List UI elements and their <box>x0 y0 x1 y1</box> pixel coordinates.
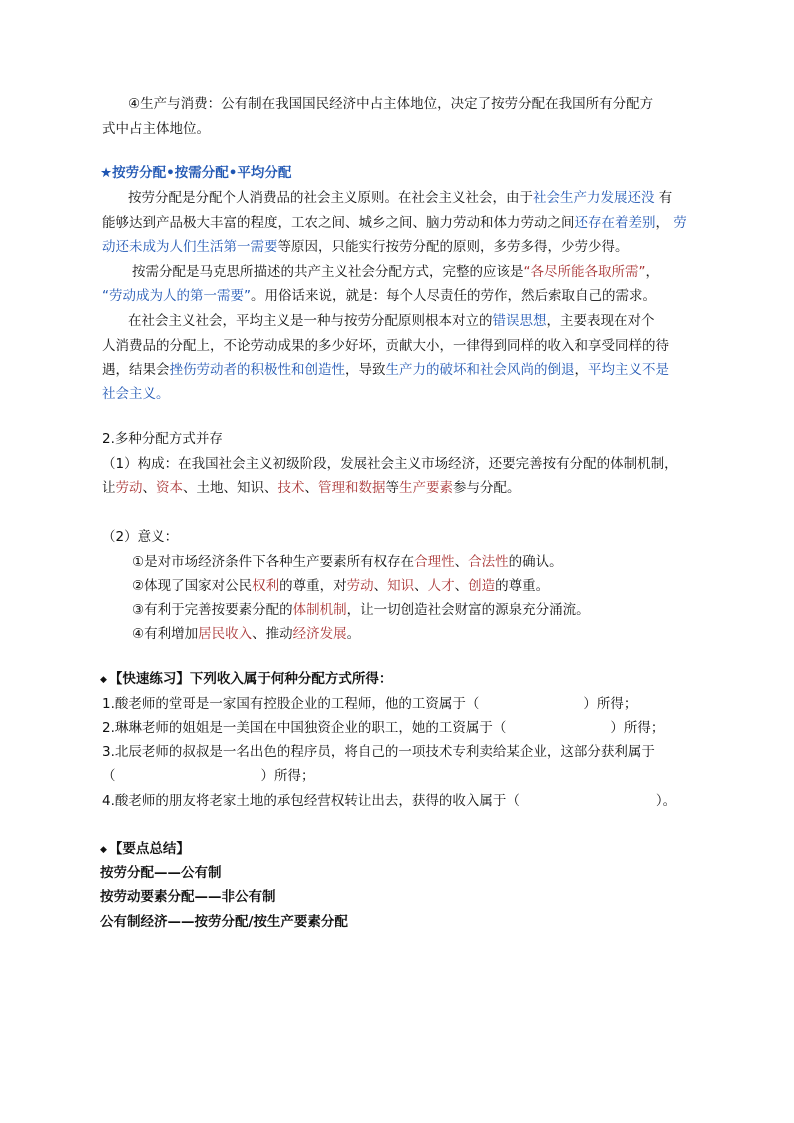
practice-q4 <box>102 789 676 813</box>
q3-open: （ <box>102 768 116 784</box>
meaning-4 <box>132 622 360 646</box>
p3-text: 遇，结果会 <box>102 362 170 378</box>
p3-highlight-wrong: 错误思想 <box>492 313 547 329</box>
meaning-text: 的尊重，对 <box>279 578 347 594</box>
meaning-text: ②体现了国家对公民 <box>132 578 253 594</box>
p1-text: 能够达到产品极大丰富的程度，工农之间、城乡之间、脑力劳动和体力劳动之间 <box>102 215 575 231</box>
p1-text: 有 <box>654 190 673 206</box>
meaning-title: （2）意义： <box>102 529 179 545</box>
p1-line-3 <box>102 235 629 259</box>
meaning-highlight: 经济发展 <box>292 626 347 642</box>
comp-text: 等 <box>385 480 399 496</box>
p3-line-3 <box>102 358 669 382</box>
p2-line-2 <box>102 284 656 308</box>
p3-text: ， <box>574 362 588 378</box>
meaning-highlight: 合理性 <box>414 554 455 570</box>
diamond-bullet-icon: ◆ <box>100 675 107 685</box>
comp-text: 、 <box>304 480 318 496</box>
meaning-2 <box>132 574 549 598</box>
p3-line-2: 人消费品的分配上，不论劳动成果的多少好坏，贡献大小，一律得到同样的收入和享受同样的待 <box>102 338 669 354</box>
meaning-text: ③有利于完善按要素分配的 <box>132 602 293 618</box>
meaning-1 <box>132 550 563 574</box>
q4-text: 4.酸老师的朋友将老家土地的承包经营权转让出去，获得的收入属于（ <box>102 793 520 809</box>
practice-q1 <box>102 692 637 716</box>
production-line-2: 式中占主体地位。 <box>102 121 210 137</box>
p2-text: ， <box>645 264 659 280</box>
q4-text-end: ）。 <box>655 793 677 809</box>
meaning-text: 的确认。 <box>508 554 563 570</box>
p1-text: 等原因，只能实行按劳分配的原则，多劳多得，少劳少得。 <box>277 239 629 255</box>
meaning-text: 、 <box>373 578 388 594</box>
q1-text: 1.酸老师的堂哥是一家国有控股企业的工程师，他的工资属于（ <box>102 696 480 712</box>
p1-line-2 <box>102 211 687 235</box>
production-line-1: ④生产与消费：公有制在我国国民经济中占主体地位，决定了按劳分配在我国所有分配方 <box>128 96 654 112</box>
p1-highlight-difference: 还存在着差别 <box>574 215 656 231</box>
summary-item-2: 按劳动要素分配——非公有制 <box>100 889 276 905</box>
p3-highlight-not-socialism: 平均主义不是 <box>588 362 669 378</box>
meaning-highlight: 权利 <box>252 578 280 594</box>
p3-line-1 <box>128 309 655 333</box>
q3-text-end: ）所得； <box>260 768 315 784</box>
meaning-highlight: 人才 <box>427 578 455 594</box>
summary-title: 【要点总结】 <box>108 841 190 857</box>
meaning-highlight: 劳动 <box>346 578 374 594</box>
p1-highlight-need: 动还未成为人们生活第一需要 <box>102 239 278 255</box>
compare-heading: ★按劳分配•按需分配•平均分配 <box>100 165 292 181</box>
p1-text: 按劳分配是分配个人消费品的社会主义原则。在社会主义社会，由于 <box>128 190 533 206</box>
comp-text: 、土地、知识、 <box>183 480 278 496</box>
diamond-bullet-icon: ◆ <box>100 845 107 855</box>
comp-highlight: 管理和数据 <box>318 480 386 496</box>
practice-heading <box>100 667 392 692</box>
p3-highlight-hurt: 挫伤劳动者的积极性和创造性 <box>169 362 345 378</box>
q2-text-end: ）所得； <box>610 720 665 736</box>
p3-text: ，主要表现在对个 <box>546 313 655 329</box>
composition-line-2 <box>102 476 521 500</box>
meaning-text: ①是对市场经济条件下各种生产要素所有权存在 <box>132 554 415 570</box>
meaning-text: ④有利增加 <box>132 626 199 642</box>
meaning-3 <box>132 598 590 622</box>
q1-text-end: ）所得； <box>583 696 638 712</box>
p2-quote-2: “劳动成为人的第一需要” <box>102 288 251 304</box>
p2-text: 按需分配是马克思所描述的共产主义社会分配方式，完整的应该是 <box>132 264 524 280</box>
meaning-highlight: 合法性 <box>468 554 509 570</box>
summary-heading <box>100 837 190 862</box>
summary-item-3: 公有制经济——按劳分配/按生产要素分配 <box>100 914 348 930</box>
meaning-text: 、 <box>454 554 469 570</box>
meaning-highlight: 体制机制 <box>292 602 347 618</box>
p2-quote-1: “各尽所能各取所需” <box>523 264 646 280</box>
p1-highlight-productivity: 社会生产力发展还没 <box>533 190 655 206</box>
practice-title: 【快速练习】下列收入属于何种分配方式所得： <box>108 671 393 687</box>
meaning-highlight: 知识 <box>387 578 415 594</box>
p2-line-1 <box>132 260 659 284</box>
composition-line-1: （1）构成：在我国社会主义初级阶段，发展社会主义市场经济，还要完善按有分配的体制机制， <box>102 456 678 472</box>
q2-text: 2.琳琳老师的姐姐是一美国在中国独资企业的职工，她的工资属于（ <box>102 720 507 736</box>
p3-text: 在社会主义社会，平均主义是一种与按劳分配原则根本对立的 <box>128 313 493 329</box>
meaning-text: 。 <box>346 626 361 642</box>
p3-text: ，导致 <box>345 362 386 378</box>
comp-highlight: 资本 <box>156 480 183 496</box>
practice-q3: 3.北辰老师的叔叔是一名出色的程序员，将自己的一项技术专利卖给某企业，这部分获利属于 <box>102 744 655 760</box>
meaning-highlight: 创造 <box>468 578 496 594</box>
summary-item-1: 按劳分配——公有制 <box>100 865 222 881</box>
p2-text: 。用俗话来说，就是：每个人尽责任的劳作，然后索取自己的需求。 <box>251 288 656 304</box>
p1-text: ， <box>655 215 669 231</box>
comp-text: 、 <box>142 480 156 496</box>
comp-highlight: 技术 <box>277 480 305 496</box>
p3-highlight-destroy: 生产力的破坏和社会风尚的倒退 <box>385 362 575 378</box>
practice-q2 <box>102 716 664 740</box>
meaning-text: ，让一切创造社会财富的源泉充分涌流。 <box>346 602 590 618</box>
comp-text: 让 <box>102 480 116 496</box>
comp-highlight: 劳动 <box>115 480 143 496</box>
meaning-text: 、 <box>414 578 428 594</box>
multi-title: 2.多种分配方式并存 <box>102 431 223 447</box>
p1-line-1 <box>128 186 672 210</box>
meaning-text: 、推动 <box>252 626 293 642</box>
comp-highlight: 生产要素 <box>399 480 453 496</box>
comp-text: 参与分配。 <box>453 480 521 496</box>
meaning-highlight: 居民收入 <box>198 626 253 642</box>
practice-q3-cont <box>102 764 315 788</box>
p3-line-4: 社会主义。 <box>102 386 170 402</box>
meaning-text: 、 <box>454 578 469 594</box>
meaning-text: 的尊重。 <box>495 578 550 594</box>
p1-highlight-labor: 劳 <box>669 215 687 231</box>
